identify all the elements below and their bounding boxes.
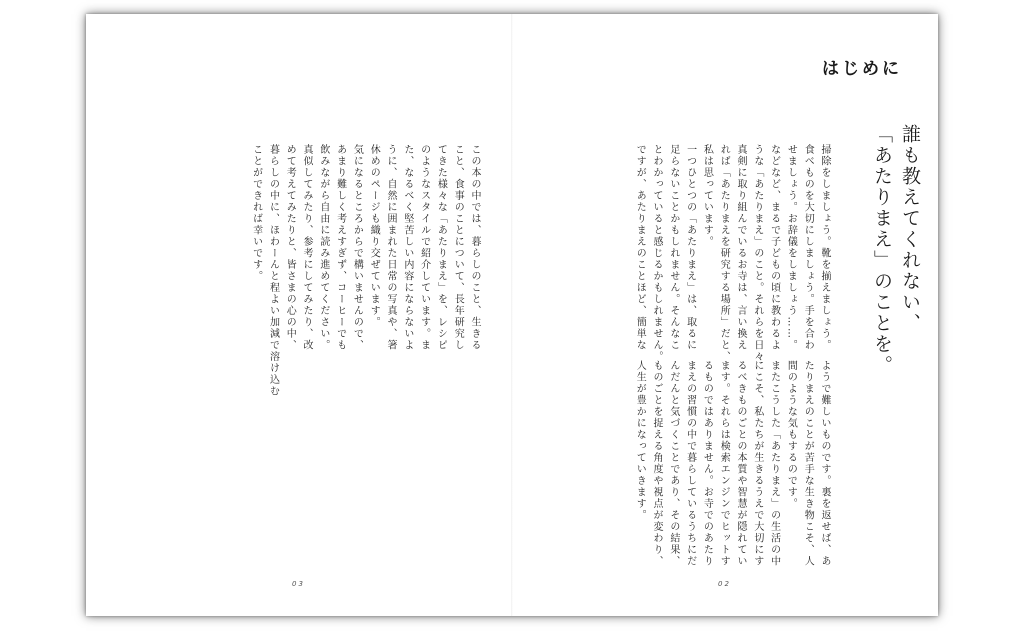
- book-spread: [86, 14, 938, 616]
- book-gutter: [511, 14, 513, 616]
- right-page-body-upper: 掃除をしましょう。靴を揃えましょう。 食べものを大切にしましょう。手を合わ せましょう。お辞儀をしましょう……。 などなど、まるで子どもの頃に教わるよ うな「あたりまえ」のこと。それらを日々 真剣に取り組んでいるお寺は、言い換え れば「あたりまえを研究する場所」だと、 私は思っています。 一つひとつの「あたりまえ」は、取るに 足らないことかもしれません。そんなこ とわかっていると感じるかもしれません。 ですが、あたりまえのことほど、簡単な: [634, 144, 830, 363]
- left-page-body: この本の中では、暮らしのこと、生きる こと、食事のことについて、長年研究し てきた様々な「あたりまえ」を、レシピ のようなスタイルで紹介しています。ま た、なるべく堅苦しい内容にならないよ うに、自然に囲まれた日常の写真や、箸 休めのページも織り交ぜています。 気になるところからで構いませんので、 あまり難しく考えすぎず、コーヒーでも 飲みながら自由に読み進めてください。 真似してみたり、参考にしてみたり、改 めて考えてみたりと、皆さまの心の中、 暮らしの中に、ほわーんと程よい加減で溶け込む ことができれば幸いです。: [250, 144, 480, 397]
- page-number-right: 02: [718, 580, 731, 588]
- headline: 誰も教えてくれない、 「あたりまえ」のことを。: [871, 124, 921, 376]
- page-number-left: 03: [292, 580, 305, 588]
- chapter-title: はじめに: [822, 59, 902, 79]
- right-page-body-lower: ようで難しいものです。裏を返せば、あ たりまえのことが苦手な生き物こそ、人 間のような気もするのです。 またこうした「あたりまえ」の生活の中 にこそ、私たちが生きるうえで大切にす るべきものごとの本質や智慧が隠れてい ます。それらは検索エンジンでヒットす るものではありません。お寺でのあたり まえの習慣の中で暮らしているうちにだ んだんと気づくことであり、その結果、 ものごとを捉える角度や視点が変わり、 人生が豊かになっていきます。: [634, 360, 830, 567]
